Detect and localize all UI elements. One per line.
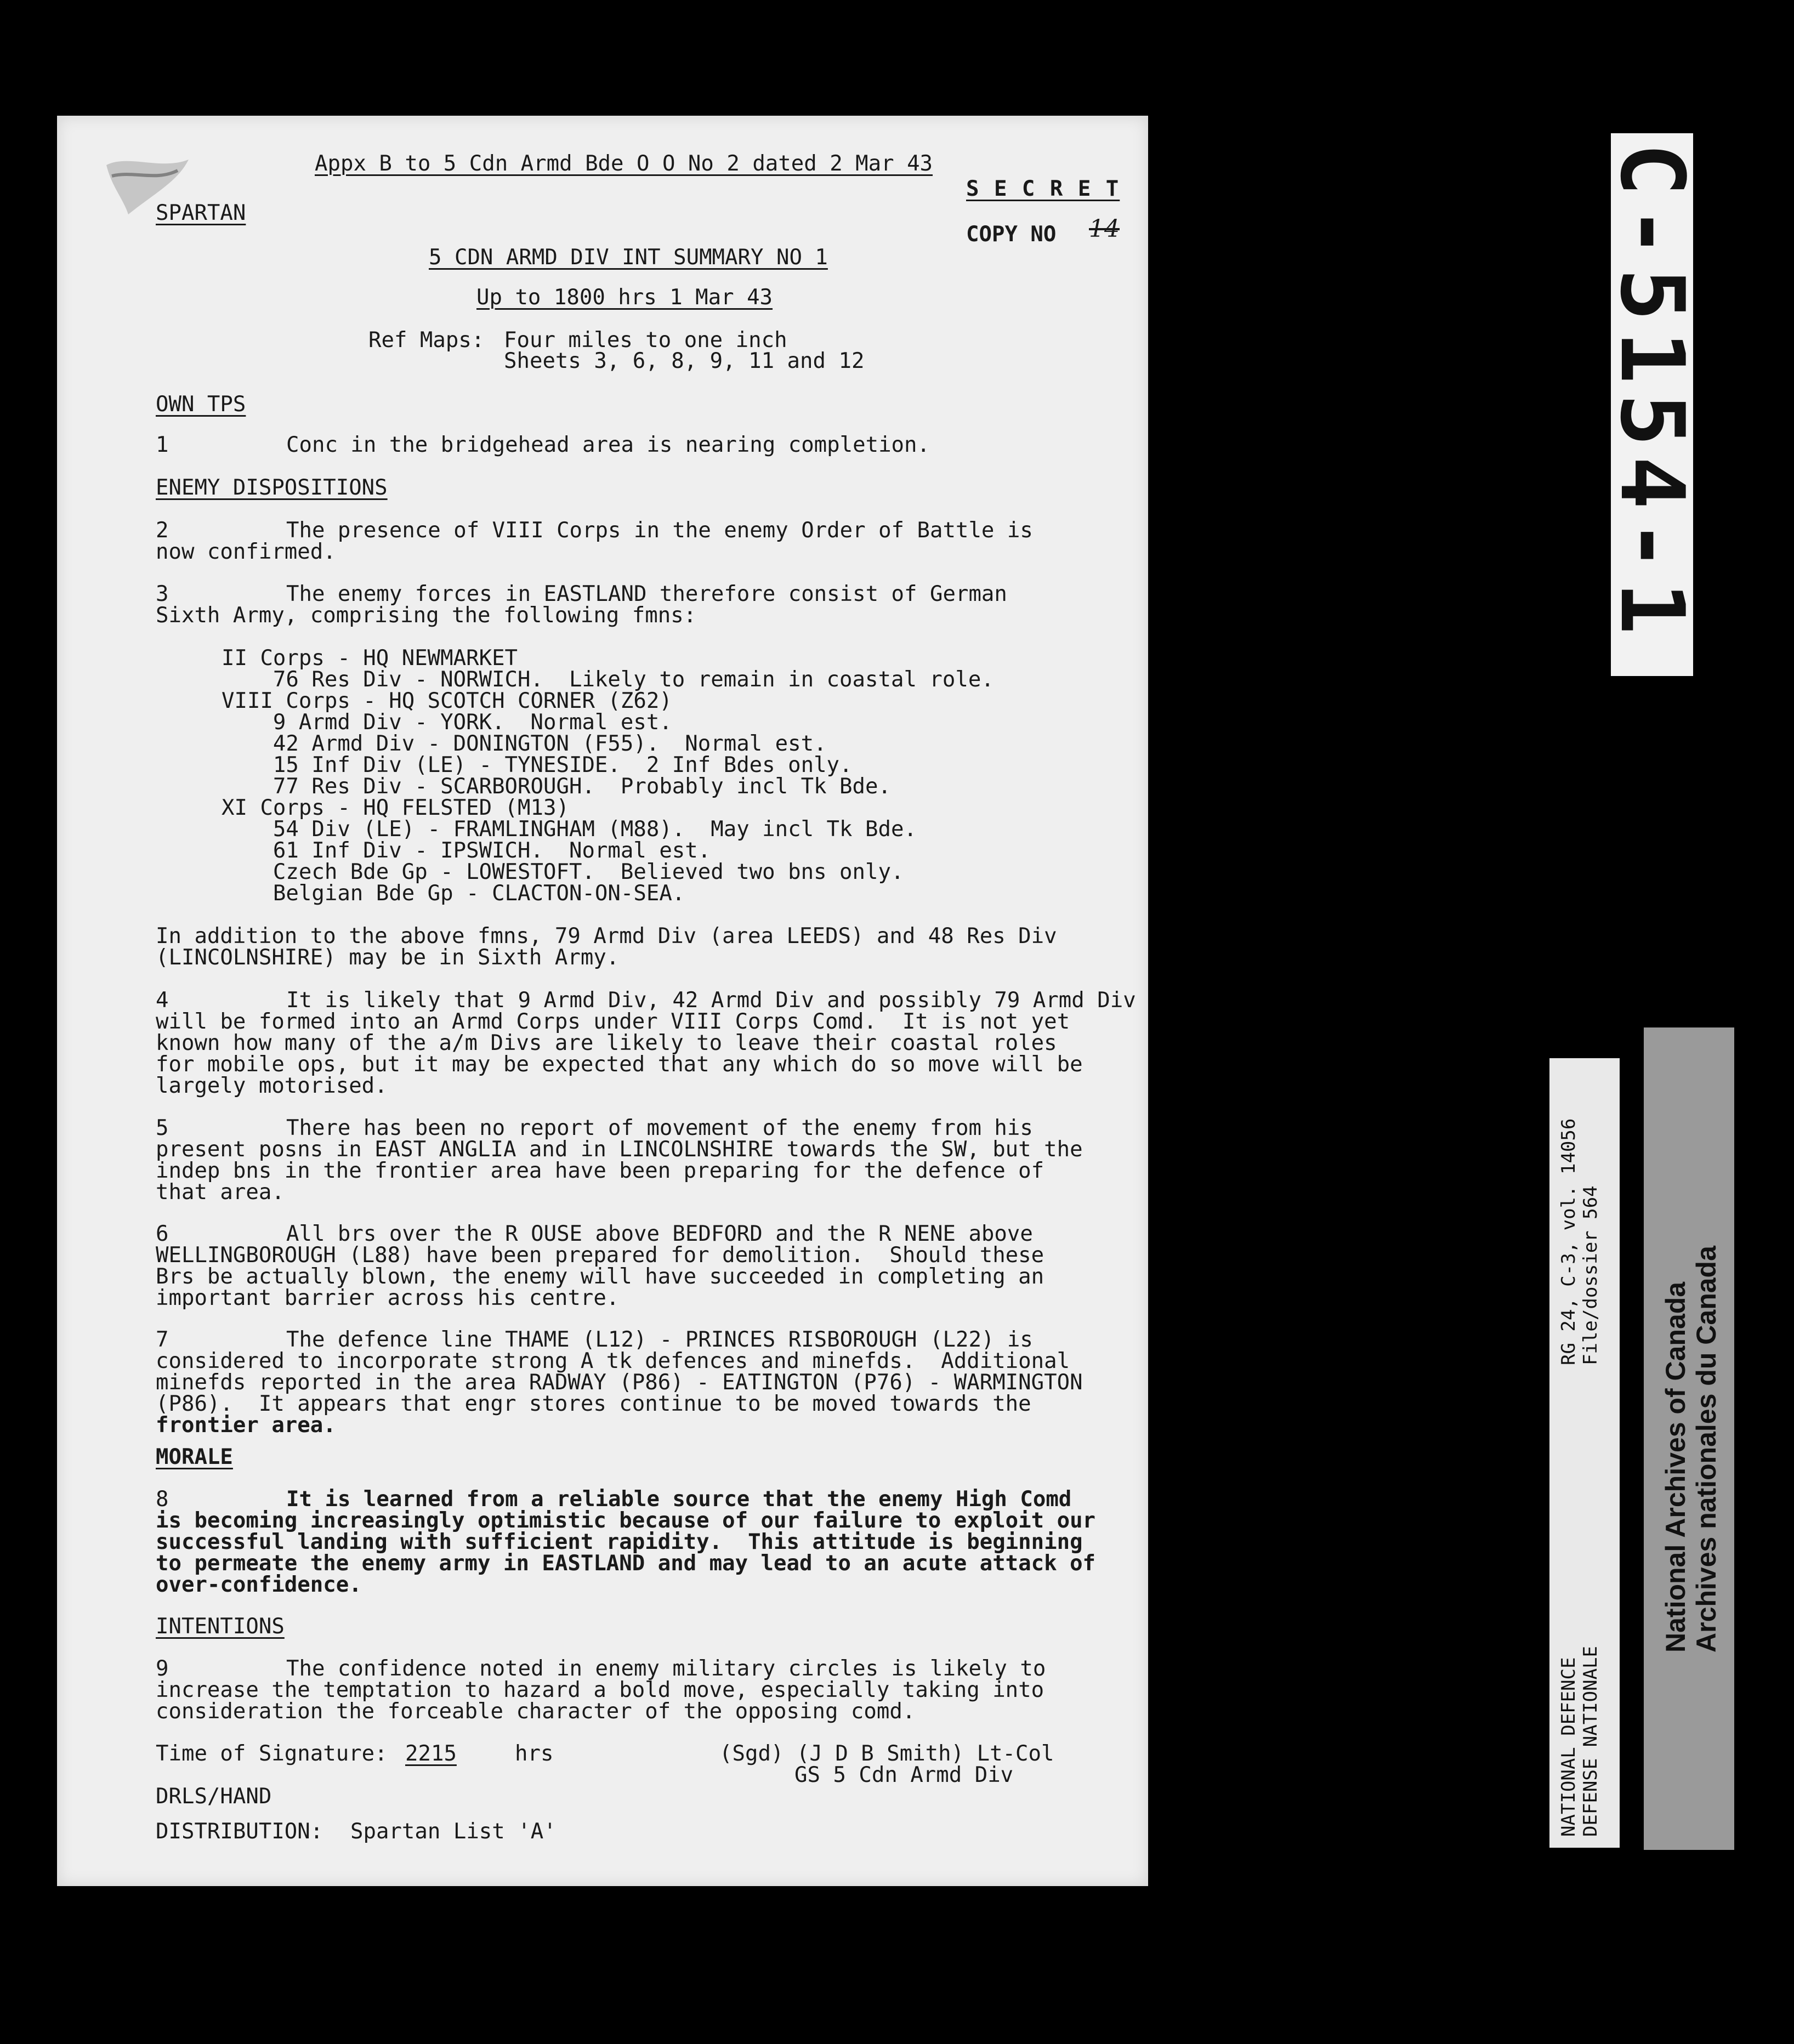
para-7-number: 7 (156, 1327, 169, 1352)
para-8-line: is becoming increasingly optimistic because of our failure to exploit our (156, 1508, 1096, 1533)
para-9-line: The confidence noted in enemy military circles is likely to (286, 1656, 1046, 1681)
para-8-line: successful landing with sufficient rapidity. This attitude is beginning (156, 1530, 1083, 1554)
orbat-line: 61 Inf Div - IPSWICH. Normal est. (222, 838, 711, 863)
para-7-line: frontier area. (156, 1413, 336, 1438)
para-7-line: minefds reported in the area RADWAY (P86) - EATINGTON (P76) - WARMINGTON (156, 1370, 1083, 1395)
ref-maps-label: Ref Maps: (368, 328, 485, 353)
orbat-line: 9 Armd Div - YORK. Normal est. (222, 710, 672, 735)
copy-number: 14 (1089, 215, 1120, 243)
archives-name-fr: Archives nationales du Canada (1691, 1246, 1722, 1653)
para-7-line: (P86). It appears that engr stores continue to be moved towards the (156, 1392, 1031, 1416)
orbat-line: Belgian Bde Gp - CLACTON-ON-SEA. (222, 881, 685, 906)
signature-appointment: GS 5 Cdn Armd Div (794, 1763, 1014, 1787)
para-7-line: considered to incorporate strong A tk defences and minefds. Additional (156, 1349, 1070, 1373)
para-6-line: Brs be actually blown, the enemy will have succeeded in completing an (156, 1264, 1044, 1289)
reel-number: C-5154-1 (1601, 143, 1704, 645)
ref-maps-scale: Four miles to one inch (504, 328, 787, 353)
archive-file-ref: File/dossier 564 (1580, 1185, 1602, 1365)
orbat-line: Czech Bde Gp - LOWESTOFT. Believed two bns only. (222, 860, 904, 884)
orbat-line: 77 Res Div - SCARBOROUGH. Probably incl Tk Bde. (222, 774, 891, 799)
security-classification: S E C R E T (966, 177, 1120, 201)
time-of-signature-value: 2215 (405, 1741, 457, 1766)
para-9-line: consideration the forceable character of the opposing comd. (156, 1699, 916, 1724)
para-5-line: present posns in EAST ANGLIA and in LINCOLNSHIRE towards the SW, but the (156, 1137, 1083, 1162)
para-5-line: that area. (156, 1180, 285, 1205)
para-3-line: Sixth Army, comprising the following fmns: (156, 603, 697, 628)
exercise-name: SPARTAN (156, 201, 246, 225)
para-6-line: All brs over the R OUSE above BEDFORD and the R NENE above (286, 1222, 1033, 1246)
archive-rg-ref: RG 24, C-3, vol. 14056 (1558, 1118, 1580, 1365)
orbat-line: 42 Armd Div - DONINGTON (F55). Normal est. (222, 731, 827, 756)
para-3-number: 3 (156, 582, 169, 606)
orbat-line: 54 Div (LE) - FRAMLINGHAM (M88). May incl Tk Bde. (222, 817, 917, 842)
ref-maps-sheets: Sheets 3, 6, 8, 9, 11 and 12 (504, 349, 865, 373)
national-archives-strip (1644, 1027, 1734, 1850)
document-subtitle: Up to 1800 hrs 1 Mar 43 (476, 285, 773, 310)
distribution-value: Spartan List 'A' (350, 1819, 557, 1844)
heading-intentions: INTENTIONS (156, 1614, 285, 1639)
distribution-label: DISTRIBUTION: (156, 1819, 323, 1844)
signature-line: (Sgd) (J D B Smith) Lt-Col (719, 1741, 1054, 1766)
department-fr: DEFENSE NATIONALE (1580, 1646, 1602, 1837)
para-3-addendum-line: In addition to the above fmns, 79 Armd Div (area LEEDS) and 48 Res Div (156, 924, 1057, 949)
para-8-number: 8 (156, 1487, 169, 1512)
appendix-line: Appx B to 5 Cdn Armd Bde O O No 2 dated 2 Mar 43 (315, 151, 933, 176)
para-4-number: 4 (156, 988, 169, 1013)
para-7-line: The defence line THAME (L12) - PRINCES RISBOROUGH (L22) is (286, 1327, 1033, 1352)
orbat-line: 76 Res Div - NORWICH. Likely to remain in coastal role. (222, 667, 994, 692)
para-4-line: largely motorised. (156, 1074, 388, 1098)
para-6-number: 6 (156, 1222, 169, 1246)
para-8-line: over-confidence. (156, 1572, 362, 1597)
archive-reference-strip (1549, 1058, 1620, 1848)
archives-name-en: National Archives of Canada (1660, 1281, 1691, 1653)
orbat-line: XI Corps - HQ FELSTED (M13) (222, 796, 569, 820)
para-8-line: to permeate the enemy army in EASTLAND and may lead to an acute attack of (156, 1551, 1096, 1576)
heading-enemy-dispositions: ENEMY DISPOSITIONS (156, 475, 388, 500)
reel-number-strip (1601, 133, 1704, 676)
para-3-addendum-line: (LINCOLNSHIRE) may be in Sixth Army. (156, 945, 620, 970)
para-4-line: for mobile ops, but it may be expected that any which do so move will be (156, 1052, 1083, 1077)
orbat-line: VIII Corps - HQ SCOTCH CORNER (Z62) (222, 689, 672, 713)
para-6-line: important barrier across his centre. (156, 1286, 620, 1310)
para-5-line: indep bns in the frontier area have been preparing for the defence of (156, 1159, 1044, 1183)
para-4-line: It is likely that 9 Armd Div, 42 Armd Div and possibly 79 Armd Div (286, 988, 1136, 1013)
delivery-method: DRLS/HAND (156, 1784, 272, 1809)
para-5-line: There has been no report of movement of the enemy from his (286, 1116, 1033, 1140)
para-9-line: increase the temptation to hazard a bold move, especially taking into (156, 1678, 1044, 1702)
heading-morale: MORALE (156, 1445, 233, 1469)
para-6-line: WELLINGBOROUGH (L88) have been prepared for demolition. Should these (156, 1243, 1044, 1268)
para-8-line: It is learned from a reliable source that the enemy High Comd (286, 1487, 1072, 1512)
orbat-line: II Corps - HQ NEWMARKET (222, 646, 518, 671)
para-1-line: Conc in the bridgehead area is nearing completion. (286, 433, 930, 457)
time-of-signature-unit: hrs (515, 1741, 554, 1766)
para-2-number: 2 (156, 518, 169, 543)
heading-own-tps: OWN TPS (156, 392, 246, 417)
para-3-line: The enemy forces in EASTLAND therefore consist of German (286, 582, 1007, 606)
orbat-line: 15 Inf Div (LE) - TYNESIDE. 2 Inf Bdes only. (222, 753, 853, 777)
time-of-signature-label: Time of Signature: (156, 1741, 388, 1766)
copy-label: COPY NO (966, 222, 1057, 247)
para-9-number: 9 (156, 1656, 169, 1681)
para-4-line: will be formed into an Armd Corps under VIII Corps Comd. It is not yet (156, 1009, 1070, 1034)
document-page (57, 116, 1148, 1886)
para-1-number: 1 (156, 433, 169, 457)
department-en: NATIONAL DEFENCE (1558, 1657, 1580, 1837)
document-title: 5 CDN ARMD DIV INT SUMMARY NO 1 (429, 245, 828, 270)
para-5-number: 5 (156, 1116, 169, 1140)
para-2-line: The presence of VIII Corps in the enemy Order of Battle is (286, 518, 1033, 543)
para-4-line: known how many of the a/m Divs are likely to leave their coastal roles (156, 1031, 1057, 1055)
para-2-line: now confirmed. (156, 540, 336, 564)
